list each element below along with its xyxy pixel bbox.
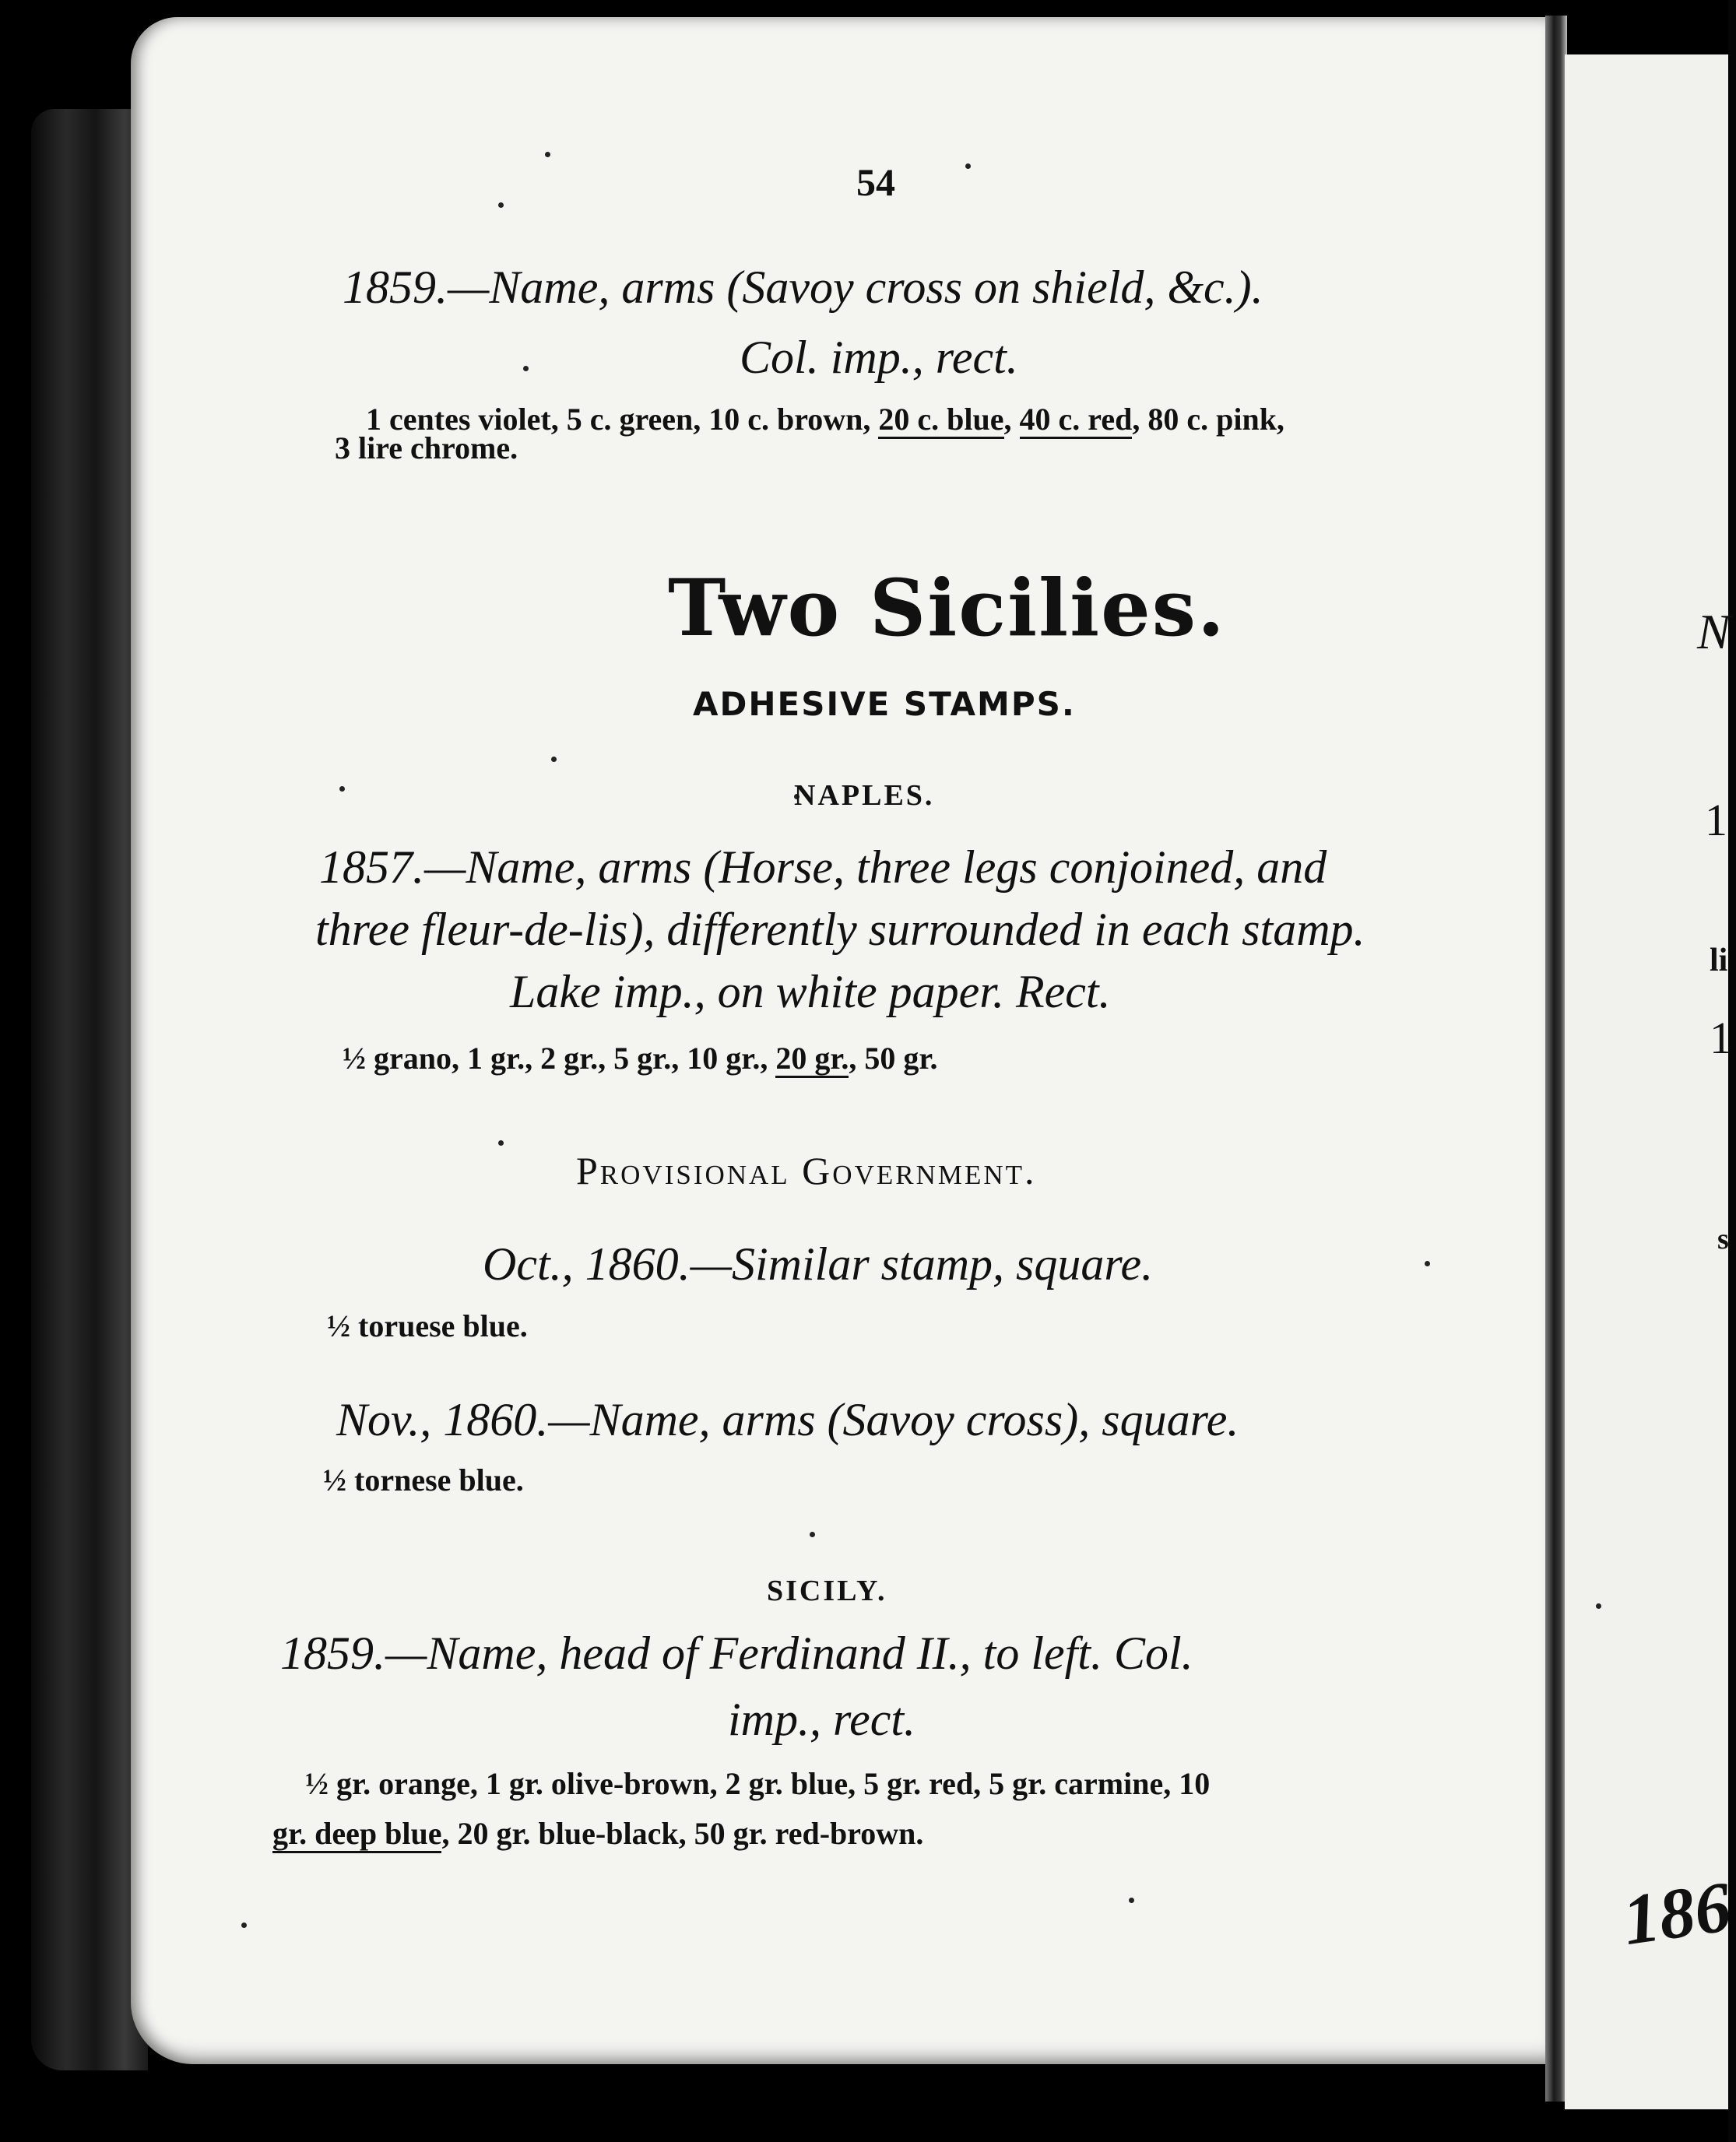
speck: [498, 202, 504, 208]
speck: [523, 366, 529, 371]
naples-values: [343, 1040, 938, 1076]
right-fragment-1b: 1: [1710, 1013, 1732, 1063]
speck: [545, 152, 550, 157]
speck: [1129, 1898, 1134, 1903]
right-fragment-n: N: [1697, 604, 1731, 659]
nov-1860-values: ½ tornese blue.: [323, 1463, 524, 1498]
right-fragment-s: s: [1717, 1223, 1729, 1255]
speck: [551, 757, 557, 762]
right-fragment-li: li: [1710, 943, 1728, 978]
speck: [1425, 1261, 1430, 1266]
naples-values-text: ½ grano, 1 gr., 2 gr., 5 gr., 10 gr.,: [343, 1041, 768, 1076]
speck: [965, 163, 971, 169]
speck: [810, 1532, 815, 1537]
speck: [241, 1923, 247, 1928]
oct-1860-values: ½ toruese blue.: [327, 1308, 528, 1343]
sicily-line2: imp., rect.: [728, 1694, 916, 1745]
section-title: Two Sicilies.: [668, 562, 1226, 654]
sicily-heading: SICILY.: [767, 1575, 887, 1607]
sicily-values-line1: ½ gr. orange, 1 gr. olive-brown, 2 gr. blue, 5 gr. red, 5 gr. carmine, 10: [305, 1766, 1211, 1801]
right-page: [1565, 54, 1728, 2109]
right-fragment-1: 1: [1705, 795, 1727, 845]
savoy-values-text: , 80 c. pink,: [1132, 402, 1284, 437]
naples-line1: 1857.—Name, arms (Horse, three legs conjoined, and: [319, 841, 1327, 893]
naples-heading: NAPLES.: [794, 779, 935, 812]
savoy-values-line2: 3 lire chrome.: [335, 430, 518, 465]
savoy-entry-line2: Col. imp., rect.: [740, 332, 1018, 383]
page-gutter: [1545, 16, 1567, 2102]
underlined-value: 40 c. red: [1020, 402, 1133, 439]
separator: ,: [1003, 402, 1012, 437]
oct-1860-line: Oct., 1860.—Similar stamp, square.: [483, 1238, 1154, 1290]
adhesive-stamps-heading: ADHESIVE STAMPS.: [693, 685, 1076, 723]
speck: [339, 786, 345, 792]
naples-line3: Lake imp., on white paper. Rect.: [510, 966, 1111, 1017]
underlined-value: gr. deep blue: [272, 1816, 441, 1853]
nov-1860-line: Nov., 1860.—Name, arms (Savoy cross), square.: [336, 1394, 1239, 1445]
underlined-value: 20 gr.: [775, 1041, 849, 1078]
speck: [498, 1140, 504, 1146]
sicily-values-line2: [272, 1815, 923, 1852]
sicily-line1: 1859.—Name, head of Ferdinand II., to left. Col.: [280, 1628, 1193, 1679]
savoy-values-text: 1 centes violet, 5 c. green, 10 c. brown,: [366, 402, 871, 437]
savoy-entry-line1: 1859.—Name, arms (Savoy cross on shield, &c.).: [343, 262, 1263, 313]
underlined-value: 20 c. blue: [878, 402, 1003, 439]
handwritten-note: 186: [1618, 1866, 1736, 1961]
provisional-heading: Provisional Government.: [576, 1149, 1037, 1192]
naples-line2: three fleur-de-lis), differently surrounded in each stamp.: [315, 904, 1365, 955]
naples-values-text: , 50 gr.: [849, 1041, 938, 1076]
page-number: 54: [856, 160, 895, 204]
sicily-values-text: , 20 gr. blue-black, 50 gr. red-brown.: [441, 1816, 924, 1851]
speck: [1596, 1603, 1601, 1609]
